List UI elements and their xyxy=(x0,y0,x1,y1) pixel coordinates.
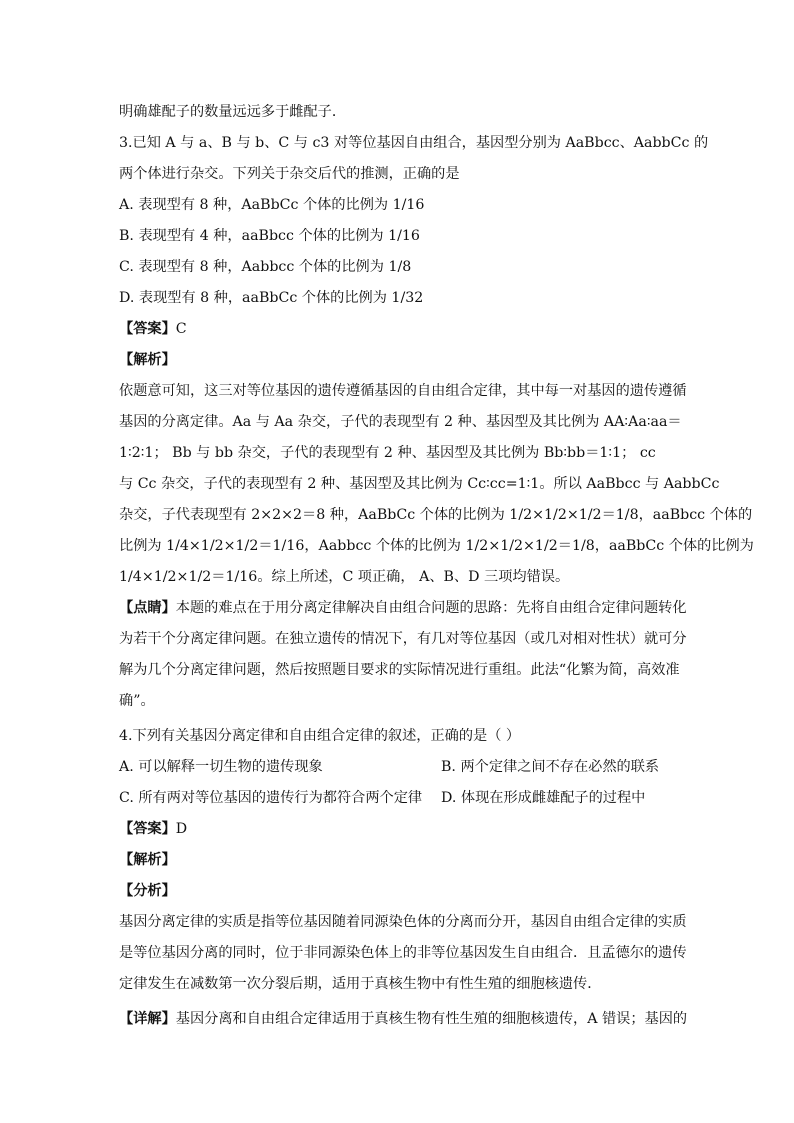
fenxi-text: 定律发生在减数第一次分裂后期，适用于真核生物中有性生殖的细胞核遗传． xyxy=(119,976,602,992)
option-c: C. 所有两对等位基因的遗传行为都符合两个定律 xyxy=(119,790,423,806)
question-4-stem: 4.下列有关基因分离定律和自由组合定律的叙述，正确的是（ ） xyxy=(119,728,521,744)
answer-line xyxy=(119,319,679,339)
option-d: D. 体现在形成雌雄配子的过程中 xyxy=(441,790,646,806)
fenxi-text: 是等位基因分离的同时，位于非同源染色体上的非等位基因发生自由组合．且孟德尔的遗传 xyxy=(119,945,687,961)
detail-tag: 【详解】 xyxy=(119,1011,176,1027)
option-b: B. 两个定律之间不存在必然的联系 xyxy=(441,759,660,775)
answer-tag: 【答案】 xyxy=(119,821,176,837)
option-d: D. 表现型有 8 种，aaBbCc 个体的比例为 1/32 xyxy=(119,290,424,306)
comment-tag: 【点睛】 xyxy=(119,600,176,616)
analysis-text: 1∶2∶1； Bb 与 bb 杂交，子代的表现型有 2 种、基因型及其比例为 Bb∶bb＝1∶1； cc xyxy=(119,445,656,461)
analysis-text: 1/4×1/2×1/2＝1/16。综上所述，C 项正确， A、B、D 三项均错误。 xyxy=(119,569,570,585)
analysis-text: 与 Cc 杂交，子代的表现型有 2 种、基因型及其比例为 Cc∶cc=1∶1。所以 AaBbcc 与 AabbCc xyxy=(119,476,720,492)
fenxi-tag: 【分析】 xyxy=(119,883,176,899)
question-3-stem: 3.已知 A 与 a、B 与 b、C 与 c3 对等位基因自由组合，基因型分别为 AaBbcc、AabbCc 的 xyxy=(119,135,709,151)
fenxi-text: 基因分离定律的实质是指等位基因随着同源染色体的分离而分开，基因自由组合定律的实质 xyxy=(119,914,687,930)
answer-value: D xyxy=(175,821,188,837)
analysis-heading xyxy=(119,350,679,370)
analysis-tag: 【解析】 xyxy=(119,852,176,868)
analysis-text: 依题意可知，这三对等位基因的遗传遵循基因的自由组合定律，其中每一对基因的遗传遵循 xyxy=(119,383,687,399)
analysis-heading xyxy=(119,850,679,870)
comment-text: 解为几个分离定律问题，然后按照题目要求的实际情况进行重组。此法“化繁为简，高效准 xyxy=(119,662,680,678)
comment-text: 确”。 xyxy=(119,693,155,709)
option-a: A. 可以解释一切生物的遗传现象 xyxy=(119,759,323,775)
answer-line xyxy=(119,819,679,839)
comment-line xyxy=(119,598,687,618)
analysis-text: 比例为 1/4×1/2×1/2＝1/16，Aabbcc 个体的比例为 1/2×1/2×1/2＝1/8，aaBbCc 个体的比例为 xyxy=(119,538,754,554)
comment-text: 为若干个分离定律问题。在独立遗传的情况下，有几对等位基因（或几对相对性状）就可分 xyxy=(119,631,687,647)
detail-text: 基因分离和自由组合定律适用于真核生物有性生殖的细胞核遗传，A 错误；基因的 xyxy=(175,1011,688,1027)
answer-value: C xyxy=(175,321,187,337)
fenxi-heading xyxy=(119,881,679,901)
comment-text: 本题的难点在于用分离定律解决自由组合问题的思路：先将自由组合定律问题转化 xyxy=(175,600,687,616)
text-line: 明确雄配子的数量远远多于雌配子． xyxy=(119,104,347,120)
analysis-text: 基因的分离定律。Aa 与 Aa 杂交，子代的表现型有 2 种、基因型及其比例为 AA∶Aa∶aa＝ xyxy=(119,414,682,430)
option-b: B. 表现型有 4 种，aaBbcc 个体的比例为 1/16 xyxy=(119,228,420,244)
analysis-text: 杂交，子代表现型有 2×2×2＝8 种，AaBbCc 个体的比例为 1/2×1/2×1/2＝1/8，aaBbcc 个体的 xyxy=(119,507,753,523)
question-3-stem-cont: 两个体进行杂交。下列关于杂交后代的推测，正确的是 xyxy=(119,166,460,182)
detail-line xyxy=(119,1009,688,1029)
option-c: C. 表现型有 8 种，Aabbcc 个体的比例为 1/8 xyxy=(119,259,412,275)
analysis-tag: 【解析】 xyxy=(119,352,176,368)
option-a: A. 表现型有 8 种，AaBbCc 个体的比例为 1/16 xyxy=(119,197,425,213)
answer-tag: 【答案】 xyxy=(119,321,176,337)
